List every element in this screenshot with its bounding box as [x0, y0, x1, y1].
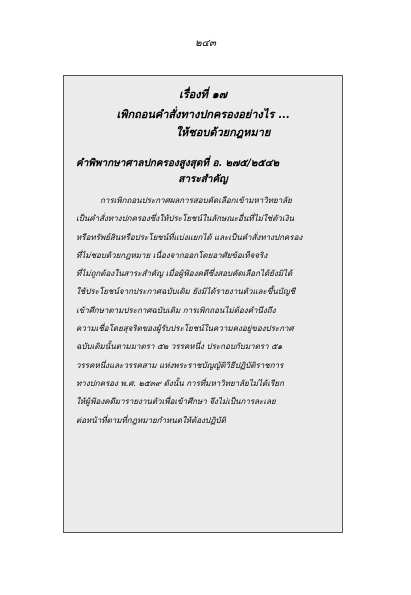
- body-line: ทางปกครอง พ.ศ. ๒๕๓๙ ดังนั้น การที่มหาวิทยาลัยไม่ได้เรียก: [76, 378, 284, 388]
- body-line: เป็นคำสั่งทางปกครองซึ่งให้ประโยชน์ในลักษณะอื่นที่ไม่ใช่ตัวเงิน: [76, 214, 295, 224]
- body-line: ให้ผู้ฟ้องคดีมารายงานตัวเพื่อเข้าศึกษา จึงไม่เป็นการละเลย: [76, 397, 276, 407]
- content-box: [63, 75, 343, 533]
- body-line: ต่อหน้าที่ตามที่กฎหมายกำหนดให้ต้องปฏิบัติ: [76, 415, 226, 425]
- body-line: วรรคหนึ่งและวรรคสาม แห่งพระราชบัญญัติวิธีปฏิบัติราชการ: [76, 360, 284, 370]
- body-line: ฉบับเดิมนั้นตามมาตรา ๕๒ วรรคหนึ่ง ประกอบกับมาตรา ๕๑: [76, 342, 283, 352]
- title-block: [76, 86, 330, 142]
- headline-line-1: เพิกถอนคำสั่งทางปกครองอย่างไร ...: [116, 108, 290, 121]
- body-line: หรือทรัพย์สินหรือประโยชน์ที่แบ่งแยกได้ และเป็นคำสั่งทางปกครอง: [76, 232, 303, 242]
- body-line: ที่ไม่ชอบด้วยกฎหมาย เนื่องจากออกโดยอาศัยข้อเท็จจริง: [76, 250, 268, 260]
- story-number: เรื่องที่ ๑๗: [179, 88, 227, 101]
- body-text: [76, 192, 330, 430]
- body-line: ความเชื่อโดยสุจริตของผู้รับประโยชน์ในความคงอยู่ของประกาศ: [76, 324, 294, 334]
- body-line: ใช้ประโยชน์จากประกาศฉบับเดิม ยังมิได้รายงานตัวและขึ้นบัญชี: [76, 287, 296, 297]
- body-line: เข้าศึกษาตามประกาศฉบับเดิม การเพิกถอนไม่ต้องคำนึงถึง: [76, 305, 276, 315]
- body-line: ที่ไม่ถูกต้องในสาระสำคัญ เมื่อผู้ฟ้องคดีซึ่งสอบคัดเลือกได้ยังมิได้: [76, 269, 293, 279]
- essence-heading: สาระสำคัญ: [178, 174, 228, 185]
- headline-line-2: ให้ชอบด้วยกฎหมาย: [175, 126, 271, 139]
- case-reference: คำพิพากษาศาลปกครองสูงสุดที่ อ. ๒๗๕/๒๕๔๒: [76, 158, 280, 169]
- body-line: การเพิกถอนประกาศผลการสอบคัดเลือกเข้ามหาวิทยาลัย: [100, 196, 292, 205]
- page-number: ๒๔๓: [195, 38, 216, 49]
